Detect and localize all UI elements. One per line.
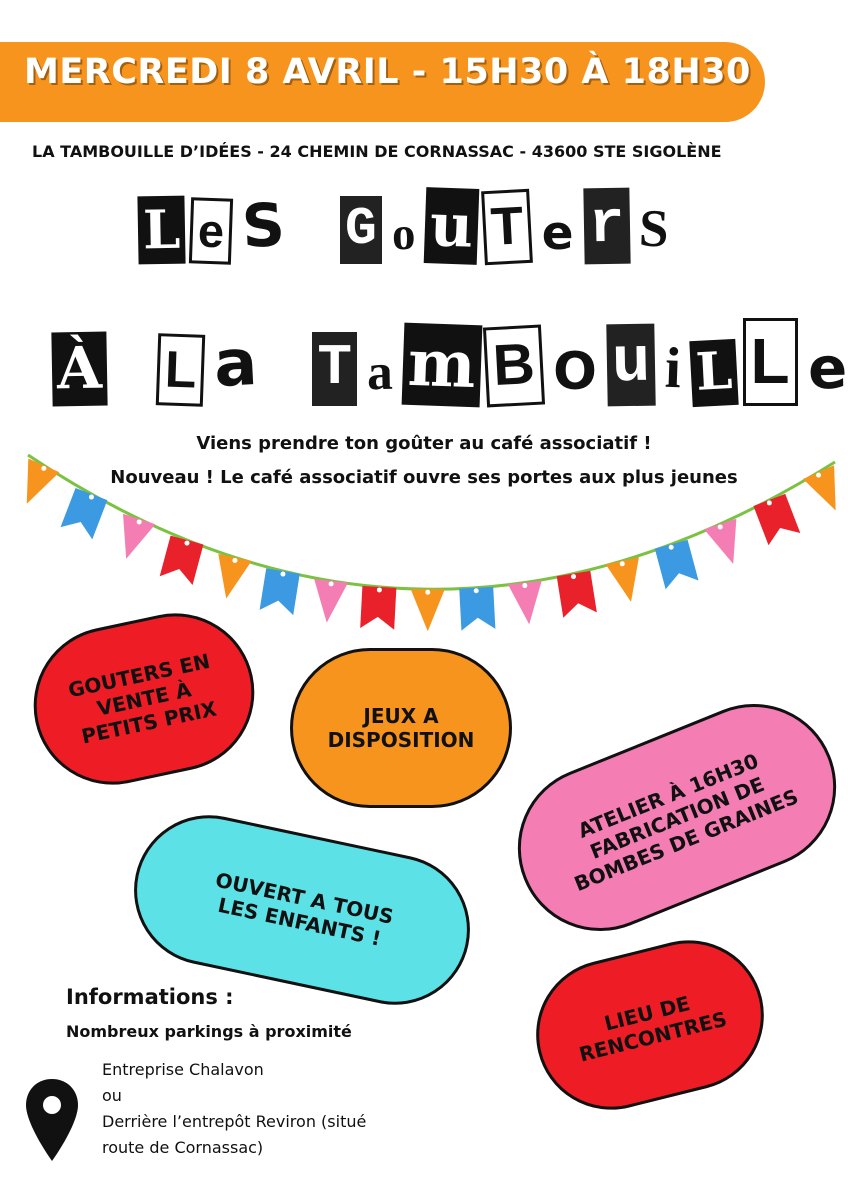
title-letter: L	[137, 196, 185, 265]
garland-flag	[557, 571, 597, 618]
title-letter: u	[606, 324, 656, 407]
title-letter: m	[401, 323, 481, 408]
garland-flag	[310, 579, 348, 624]
garland-flag	[360, 586, 396, 630]
title-letter: O	[553, 342, 597, 403]
garland-flag	[459, 587, 495, 631]
bubble-ouvert: OUVERT A TOUS LES ENFANTS !	[120, 801, 484, 1018]
info-or: ou	[102, 1086, 122, 1105]
garland-flag	[655, 540, 699, 589]
garland-string	[28, 455, 835, 589]
info-place-2b: route de Cornassac)	[102, 1138, 264, 1157]
date-banner-text: MERCREDI 8 AVRIL - 15H30 À 18H30	[24, 52, 751, 92]
garland-flag	[704, 519, 749, 569]
title-letter: À	[51, 332, 107, 407]
garland-flag	[508, 581, 546, 626]
garland-clip	[41, 466, 46, 471]
garland-flag	[61, 488, 108, 539]
garland-clip	[718, 524, 723, 529]
title-letter: u	[424, 187, 480, 265]
garland-flag	[606, 557, 648, 605]
title-letter: S	[638, 199, 670, 259]
garland-flag	[803, 465, 848, 517]
garland-flag	[110, 514, 155, 564]
venue-address: LA TAMBOUILLE D’IDÉES - 24 CHEMIN DE CORNASSAC - 43600 STE SIGOLÈNE	[32, 142, 722, 161]
title-letter: S	[240, 190, 287, 262]
title-letter: r	[583, 188, 630, 265]
garland-clip	[329, 581, 334, 586]
garland-clip	[89, 495, 94, 500]
title-letter: L	[156, 333, 206, 407]
title-letter: L	[743, 318, 798, 406]
map-pin-icon	[22, 1077, 82, 1167]
title-letter: e	[807, 333, 848, 403]
garland-clip	[137, 519, 142, 524]
garland-clip	[669, 545, 674, 550]
garland-flag	[11, 458, 59, 510]
garland-flag	[753, 494, 800, 545]
bubble-jeux: JEUX A DISPOSITION	[290, 648, 512, 808]
title-letter: e	[189, 197, 233, 264]
bubble-lieu: LIEU DE RENCONTRES	[520, 924, 779, 1125]
title-letter: a	[366, 344, 394, 402]
title-letter: T	[312, 332, 357, 406]
title-letter: G	[340, 196, 382, 264]
bubble-atelier: ATELIER À 16H30 FABRICATION DE BOMBES DE GRAINES	[493, 679, 848, 956]
garland-clip	[425, 590, 430, 595]
title-letter: a	[212, 325, 260, 403]
info-title: Informations :	[66, 985, 234, 1009]
garland-clip	[816, 473, 821, 478]
garland-clip	[377, 587, 382, 592]
title-letter: i	[664, 336, 683, 401]
garland-flag	[210, 554, 252, 602]
garland-clip	[232, 558, 237, 563]
bubble-gouters: GOUTERS EN VENTE À PETITS PRIX	[19, 599, 269, 800]
garland-clip	[620, 561, 625, 566]
garland-flag	[160, 536, 204, 585]
garland-clip	[571, 574, 576, 579]
title-letter: e	[541, 206, 574, 261]
garland-flag	[411, 589, 445, 631]
info-parking: Nombreux parkings à proximité	[66, 1022, 352, 1041]
garland-flag	[260, 568, 300, 615]
garland-clip	[767, 500, 772, 505]
intro-line-1: Viens prendre ton goûter au café associatif !	[196, 433, 652, 454]
title-letter: L	[690, 339, 740, 407]
info-place-2: Derrière l’entrepôt Reviron (situé	[102, 1112, 367, 1131]
garland-clip	[280, 572, 285, 577]
title-letter: o	[391, 207, 416, 260]
title-letter: T	[481, 189, 533, 265]
info-place-1: Entreprise Chalavon	[102, 1060, 264, 1079]
garland-clip	[522, 583, 527, 588]
title-letter: B	[483, 325, 545, 408]
garland-clip	[185, 541, 190, 546]
garland-clip	[474, 588, 479, 593]
intro-line-2: Nouveau ! Le café associatif ouvre ses portes aux plus jeunes	[110, 467, 738, 488]
